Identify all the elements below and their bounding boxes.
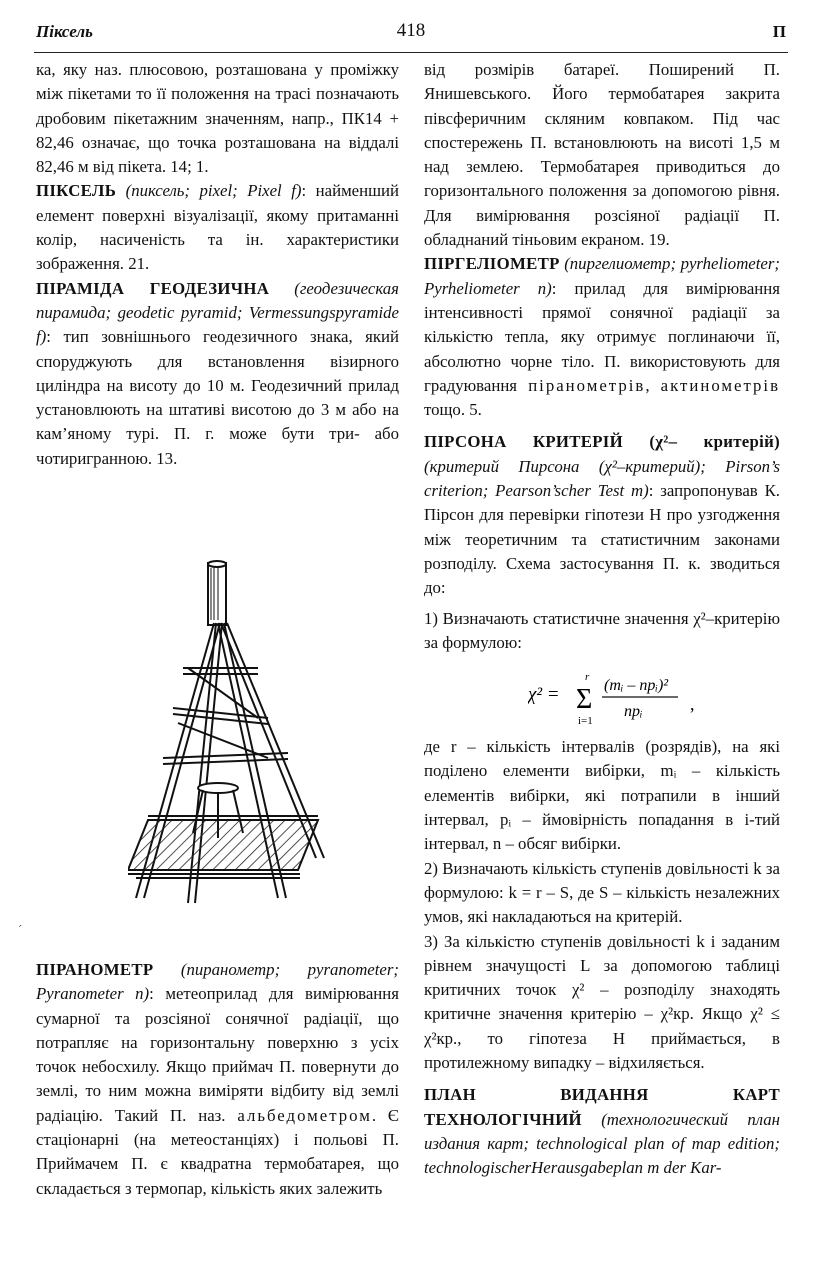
numerator: (mᵢ – npᵢ)² xyxy=(604,677,669,694)
translations: (пиранометр; pyranometer; Pyranometer n) xyxy=(36,960,399,1004)
step-1: 1) Визначають статистичне значення χ²–критерію за формулою: xyxy=(424,608,780,652)
entry-pirson xyxy=(424,430,780,600)
step-2: 2) Визначають кількість ступенів довільності k за формулою: k = r – S, де S – кількість незалежних умов, які накладаються на критерій. xyxy=(424,858,780,927)
sum-sign: Σ xyxy=(576,684,593,715)
definition-cont: . Є стаціонарні (на метеостанціях) і польові П. Приймачем П. є квадратна термобатарея, що складається з термопар, кількість яких залежить xyxy=(36,1105,399,1198)
entry-piksel xyxy=(36,179,399,276)
spaced-term: альбедометром xyxy=(237,1105,372,1125)
definition-cont: тощо. 5. xyxy=(424,400,482,420)
sum-bottom: i=1 xyxy=(578,715,593,727)
headword: ПІРСОНА КРИТЕРІЙ (χ²– критерій) xyxy=(424,432,780,452)
headword: ПІКСЕЛЬ xyxy=(36,181,117,201)
page-header xyxy=(36,20,786,50)
translations: (геодезическая пирамида; geodetic pyramid; Vermessungspyramide f) xyxy=(36,278,399,347)
left-column-bottom xyxy=(36,958,399,1201)
right-column xyxy=(424,58,780,1180)
definition: : запропонував К. Пірсон для перевірки гіпотези H про узгодження між теоретичним та статистичним законами розподілу. Схема застосування П. к. зводиться до: xyxy=(424,481,780,598)
definition: : найменший елемент поверхні візуалізації, якому притаманні колір, насиченість та ін. характеристики зображення. 21. xyxy=(36,181,399,274)
separator: , xyxy=(645,375,661,395)
denominator: npᵢ xyxy=(624,703,643,720)
headword: ПІРАМІДА ГЕОДЕЗИЧНА xyxy=(36,278,270,298)
translations: (технологический план издания карт; technological plan of map edition; technologischerHerausgabeplan m der Kar- xyxy=(424,1109,780,1178)
continued-text: від розмірів батареї. Поширений П. Янишевського. Його термобатарея закрита півсферичним скляним ковпаком. Під час спостережень П. встановлюють на висоті 1,5 м над землею. Термобатарея приводиться до горизонтального положення за допомогою рівня. Для вимірювання розсіяної радіації П. обладнаний тіньовим екраном. 19. xyxy=(424,60,780,250)
translations: (пиксель; pixel; Pixel f) xyxy=(125,181,302,201)
formula-comma: , xyxy=(690,694,695,714)
sum-top: r xyxy=(585,671,590,683)
section-letter: П xyxy=(772,22,786,41)
definition: : метеоприлад для вимірювання сумарної та розсіяної сонячної радіації, що потрапляє на горизонтальну поверхню з усіх точок небосхилу. Якщо приймач П. повернути до землі, то ним можна виміряти відбиту від землі радіацію. Такий П. наз. xyxy=(36,984,399,1125)
headword: ПЛАН ВИДАННЯ КАРТ ТЕХНОЛОГІЧНИЙ xyxy=(424,1085,780,1129)
formula-lhs: χ² = xyxy=(528,684,560,705)
spaced-term: піранометрів xyxy=(528,375,646,395)
continued-text: ка, яку наз. плюсовою, розташована у проміжку між пікетами то її положення на трасі позначають дробовим пікетажним значенням, напр., ПК14 + 82,46 означає, що точка розташована на віддалі 82,46 м від пікета. 14; 1. xyxy=(36,60,399,177)
header-rule xyxy=(34,52,788,53)
left-column xyxy=(36,58,399,471)
running-title: Піксель xyxy=(36,22,93,41)
chi-square-formula xyxy=(528,664,708,728)
formula-explanation: де r – кількість інтервалів (розрядів), на які поділено елементи вибірки, mᵢ – кількість елементів вибірки, які потрапили в інший інтервал, pᵢ – ймовірність попадання в i-тий інтервал, n – обсяг вибірки. xyxy=(424,737,780,854)
headword: ПІРГЕЛІОМЕТР xyxy=(424,254,560,274)
page-number: 418 xyxy=(396,20,426,41)
entry-piramida xyxy=(36,277,399,471)
headword: ПІРАНОМЕТР xyxy=(36,960,154,979)
translations: (пиргелиометр; pyrheliometer; Pyrheliometer n) xyxy=(424,254,780,298)
definition: : тип зовнішнього геодезичного знака, який споруджують для встановлення візирного циліндра на висоту до 10 м. Геодезичний прилад установлюють на штативі висотою до 3 м або на кам’яному турі. П. г. може бути три- або чотиригранною. 13. xyxy=(36,327,399,468)
step-3: 3) За кількістю ступенів довільності k і заданим рівнем значущості L за допомогою таблиці критичних точок χ² – розподілу знаходять критичне значення критерію – χ²кр. Якщо χ² ≤ χ²кр., то гіпотеза H приймається, в протилежному випадку – відхиляється. xyxy=(424,931,780,1072)
entry-piranometr xyxy=(36,958,399,1201)
translations: (критерий Пирсона (χ²–критерий); Pirson’s criterion; Pearson’scher Test m) xyxy=(424,456,780,501)
entry-pirgeliometr xyxy=(424,252,780,422)
spaced-term: актинометрів xyxy=(660,375,781,395)
entry-plan xyxy=(424,1083,780,1180)
definition: : прилад для вимірювання інтенсивності прямої сонячної радіації за кількістю тепла, яку отримує поглинаючи її, абсолютно чорне тіло. П. використовують для градуювання xyxy=(424,278,780,395)
margin-mark: ˊ xyxy=(18,922,23,937)
geodetic-pyramid-illustration xyxy=(128,558,328,928)
